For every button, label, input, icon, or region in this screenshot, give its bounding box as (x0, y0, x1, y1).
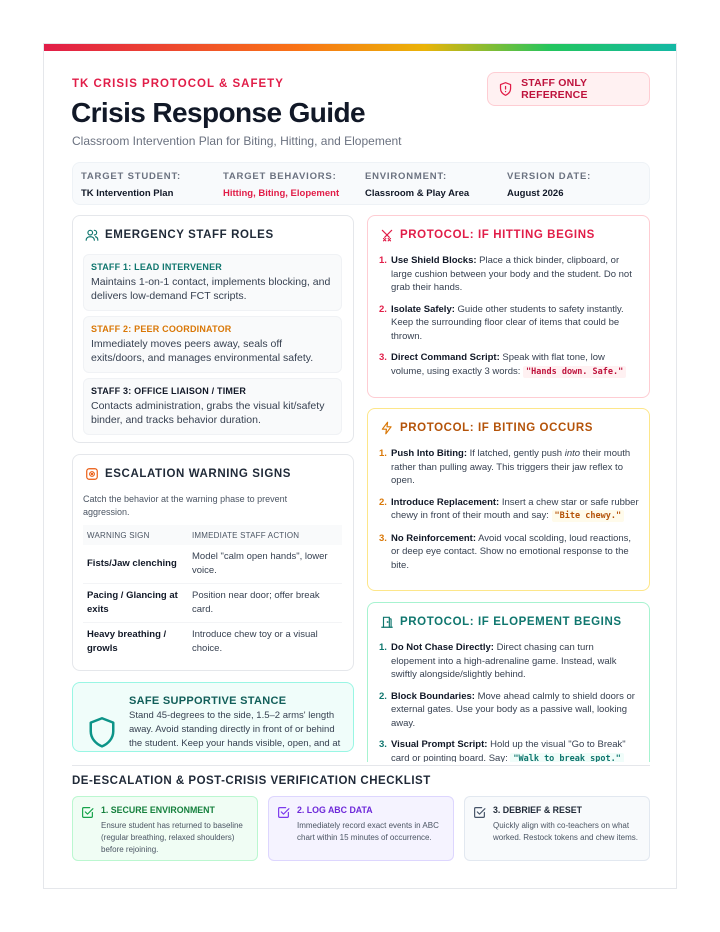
col-header: IMMEDIATE STAFF ACTION (188, 525, 342, 545)
checklist-desc: Ensure student has returned to baseline (regular breathing, relaxed shoulders) before rejoining. (101, 821, 243, 854)
users-icon (85, 228, 99, 242)
biting-protocol-panel (367, 408, 650, 591)
gradient-top-bar (44, 44, 677, 51)
role-card-office (83, 378, 342, 435)
safe-stance-text: Stand 45-degrees to the side, 1.5–2 arms' length away. Avoid standing directly in front of or behind the student. Keep your hands visible, open, and at (129, 710, 341, 749)
heading-text: PROTOCOL: IF HITTING BEGINS (400, 229, 595, 241)
warning-signs-table (83, 525, 342, 661)
warning-sign-cell: Fists/Jaw clenching (83, 545, 188, 583)
table-row (83, 545, 342, 583)
biting-heading (380, 421, 593, 435)
crossed-swords-icon (380, 228, 394, 242)
col-header: WARNING SIGN (83, 525, 188, 545)
check-square-icon (81, 806, 94, 819)
check-square-icon (473, 806, 486, 819)
list-item: 1. Push Into Biting: If latched, gently push into their mouth rather than pulling away. This triggers their jaw reflex to open. (379, 448, 631, 486)
hitting-protocol-panel (367, 215, 650, 398)
hitting-heading (380, 228, 595, 242)
elopement-protocol-panel (367, 602, 650, 762)
list-item: 3. Direct Command Script: Speak with flat tone, low volume, using exactly 3 words: "Hands down. Safe." (379, 351, 639, 379)
checklist-title: 3. DEBRIEF & RESET (493, 805, 582, 815)
list-item: 1. Use Shield Blocks: Place a thick binder, clipboard, or large cushion between your body and the student. Do not grab their hands. (379, 255, 632, 293)
warning-sign-cell: Heavy breathing / growls (87, 629, 167, 654)
hitting-steps (379, 254, 639, 387)
role-desc: Maintains 1-on-1 contact, implements blocking, and delivers low-demand FCT scripts. (91, 276, 331, 302)
biting-steps (379, 447, 639, 580)
shield-icon (87, 715, 117, 749)
checklist-item-abc (268, 796, 454, 861)
page-subtitle: Classroom Intervention Plan for Biting, Hitting, and Elopement (72, 134, 402, 148)
page-kicker: TK CRISIS PROTOCOL & SAFETY (72, 78, 284, 90)
warning-signs-heading (85, 467, 291, 481)
meta-value: Hitting, Biting, Elopement (223, 188, 340, 199)
staff-action-cell: Position near door; offer break card. (188, 583, 342, 622)
checklist-heading: DE-ESCALATION & POST-CRISIS VERIFICATION CHECKLIST (72, 775, 431, 787)
crisis-guide-page (43, 43, 677, 889)
meta-version-date (507, 171, 591, 199)
heading-text: ESCALATION WARNING SIGNS (105, 468, 292, 480)
script-code: "Walk to break spot." (510, 753, 623, 763)
list-item: 2. Isolate Safely: Guide other students to safety instantly. Keep the surrounding floor clear of items that could be thrown. (379, 303, 624, 342)
safe-stance-heading: SAFE SUPPORTIVE STANCE (129, 695, 287, 707)
role-card-lead (83, 254, 342, 311)
role-title: STAFF 2: PEER COORDINATOR (91, 324, 232, 334)
role-card-peer (83, 316, 342, 373)
heading-text: PROTOCOL: IF BITING OCCURS (400, 422, 593, 434)
staff-action-cell: Model "calm open hands", lower voice. (188, 545, 342, 583)
lightning-icon (380, 421, 394, 435)
elopement-steps (379, 641, 639, 762)
meta-label: ENVIRONMENT: (365, 171, 447, 182)
checklist-desc: Quickly align with co-teachers on what worked. Restock tokens and chew items. (493, 821, 638, 842)
list-item: 2. Block Boundaries: Move ahead calmly to shield doors or external gates. Use your body as a passive wall, looking away. (379, 690, 635, 729)
script-code: "Hands down. Safe." (523, 366, 626, 378)
list-item: 3. Visual Prompt Script: Hold up the visual "Go to Break" card or pointing board. Say: "Walk to break spot." (379, 738, 639, 762)
meta-value: Classroom & Play Area (365, 188, 470, 199)
role-title: STAFF 3: OFFICE LIAISON / TIMER (91, 386, 247, 396)
target-icon (85, 467, 99, 481)
table-row (83, 583, 342, 622)
staff-roles-heading (85, 228, 274, 242)
checklist-title: 1. SECURE ENVIRONMENT (101, 805, 215, 815)
checklist-title: 2. LOG ABC DATA (297, 805, 373, 815)
table-row (83, 622, 342, 661)
script-code: "Bite chewy." (552, 510, 625, 522)
meta-environment (365, 171, 469, 199)
safe-stance-panel (72, 682, 354, 752)
warning-signs-panel (72, 454, 354, 671)
meta-info-bar (72, 162, 650, 205)
list-item: 3. No Reinforcement: Avoid vocal scolding, loud reactions, or deep eye contact. Show no emotional response to the bite. (379, 532, 632, 571)
role-title: STAFF 1: LEAD INTERVENER (91, 262, 222, 272)
badge-label: STAFF ONLY REFERENCE (521, 77, 588, 101)
warning-sign-cell: Pacing / Glancing at exits (83, 583, 188, 622)
page-title: Crisis Response Guide (71, 97, 365, 128)
list-item: 1. Do Not Chase Directly: Direct chasing can turn elopement into a high-adrenaline game. Instead, walk swiftly alongside/slightly behind. (379, 642, 617, 680)
meta-target-behaviors (223, 171, 339, 199)
meta-value: August 2026 (507, 188, 564, 199)
shield-alert-icon (498, 81, 513, 97)
meta-value: TK Intervention Plan (81, 188, 174, 199)
meta-target-student (81, 171, 181, 199)
checklist-desc: Immediately record exact events in ABC chart within 15 minutes of occurrence. (297, 821, 439, 842)
heading-text: PROTOCOL: IF ELOPEMENT BEGINS (400, 616, 622, 628)
heading-text: EMERGENCY STAFF ROLES (105, 229, 274, 241)
warning-intro: Catch the behavior at the warning phase to prevent aggression. (83, 494, 288, 517)
role-desc: Immediately moves peers away, seals off exits/doors, and manages environmental safety. (91, 338, 314, 364)
staff-action-cell: Introduce chew toy or a visual choice. (192, 629, 318, 654)
door-icon (380, 615, 394, 629)
meta-label: VERSION DATE: (507, 171, 592, 182)
checklist-item-debrief (464, 796, 650, 861)
check-square-icon (277, 806, 290, 819)
meta-label: TARGET BEHAVIORS: (223, 171, 337, 182)
elopement-heading (380, 615, 622, 629)
role-desc: Contacts administration, grabs the visual kit/safety binder, and tracks behavior duration. (91, 400, 325, 426)
checklist-item-secure (72, 796, 258, 861)
staff-only-badge (487, 72, 650, 106)
list-item: 2. Introduce Replacement: Insert a chew star or safe rubber chewy in front of their mouth and say: "Bite chewy." (379, 496, 639, 521)
staff-roles-panel (72, 215, 354, 443)
meta-label: TARGET STUDENT: (81, 171, 181, 182)
section-divider (72, 765, 650, 766)
